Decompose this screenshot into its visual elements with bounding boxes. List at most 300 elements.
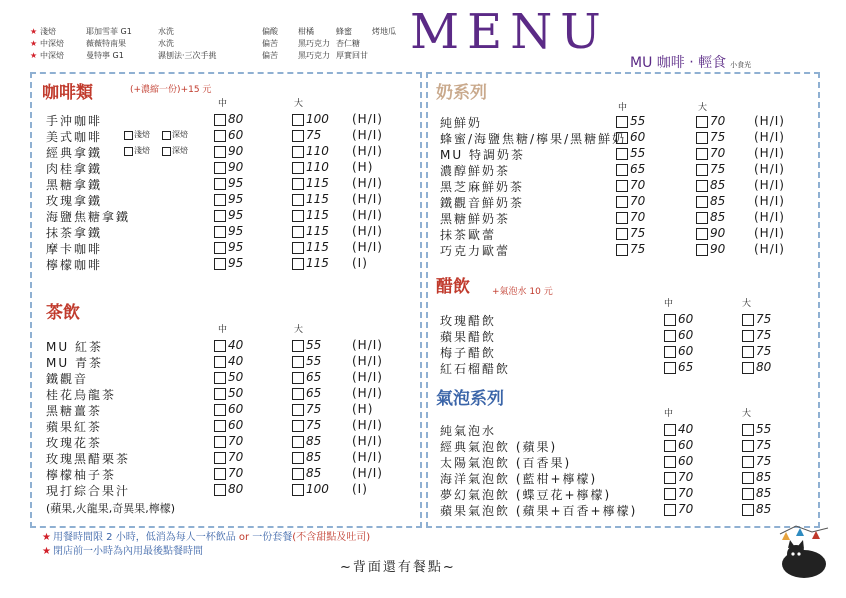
tea-item-name: 玫瑰花茶	[46, 436, 103, 450]
roast-light-checkbox[interactable]	[124, 147, 133, 156]
coffee-item-medium-price: 95	[228, 208, 244, 222]
milk-item-medium-price: 60	[630, 130, 646, 144]
milk-item-temp: (H/I)	[754, 162, 785, 176]
coffee-item-large-price: 115	[306, 192, 329, 206]
milk-item-medium-checkbox[interactable]	[616, 228, 628, 240]
coffee-item-medium-price: 95	[228, 224, 244, 238]
roast-deep-checkbox[interactable]	[162, 131, 171, 140]
sparkling-item-medium-checkbox[interactable]	[664, 472, 676, 484]
sparkling-item-name: 蘋果氣泡飲 (蘋果+百香+檸檬)	[440, 504, 638, 518]
coffee-item-medium-checkbox[interactable]	[214, 258, 226, 270]
bean-name: 曼特寧 G1	[86, 51, 124, 60]
coffee-item-large-price: 115	[306, 240, 329, 254]
tea-item-medium-checkbox[interactable]	[214, 388, 226, 400]
bean-flavor-row	[262, 26, 412, 38]
coffee-item-medium-price: 90	[228, 160, 244, 174]
coffee-item	[46, 208, 426, 224]
vinegar-item-name: 蘋果醋飲	[440, 330, 497, 344]
milk-item	[440, 194, 820, 210]
vinegar-item-medium-checkbox[interactable]	[664, 346, 676, 358]
tea-item-medium-checkbox[interactable]	[214, 372, 226, 384]
tea-item-large-checkbox[interactable]	[292, 388, 304, 400]
milk-item-temp: (H/I)	[754, 242, 785, 256]
tea-item-temp: (H/I)	[352, 466, 383, 480]
tea-item-large-checkbox[interactable]	[292, 484, 304, 496]
coffee-item-name: 抹茶拿鐵	[46, 226, 103, 240]
flavor-note: 黑巧克力	[298, 39, 330, 48]
tea-item-medium-price: 80	[228, 482, 244, 496]
milk-item-name: 鐵觀音鮮奶茶	[440, 196, 525, 210]
milk-item-medium-checkbox[interactable]	[616, 212, 628, 224]
tea-item	[46, 370, 426, 386]
vinegar-item-large-price: 75	[756, 312, 772, 326]
coffee-item-name: 手沖咖啡	[46, 114, 103, 128]
coffee-item-temp: (H/I)	[352, 112, 383, 126]
milk-item-name: 巧克力歐蕾	[440, 244, 511, 258]
tea-item-medium-checkbox[interactable]	[214, 340, 226, 352]
sparkling-item-large-checkbox[interactable]	[742, 472, 754, 484]
tea-item-medium-checkbox[interactable]	[214, 404, 226, 416]
bean-flavor-row	[262, 38, 412, 50]
tea-item-name: 蘋果紅茶	[46, 420, 103, 434]
milk-item-large-price: 85	[710, 194, 726, 208]
milk-item-medium-price: 70	[630, 210, 646, 224]
tea-item-medium-checkbox[interactable]	[214, 436, 226, 448]
tea-item-name: MU 紅茶	[46, 340, 103, 354]
coffee-section-note: (+濃縮一份)+15 元	[130, 85, 212, 95]
tea-item-large-price: 85	[306, 434, 322, 448]
milk-item-medium-checkbox[interactable]	[616, 196, 628, 208]
tea-item	[46, 386, 426, 402]
tea-item-large-price: 65	[306, 386, 322, 400]
tea-item-medium-price: 70	[228, 434, 244, 448]
coffee-item-large-checkbox[interactable]	[292, 178, 304, 190]
tea-item	[46, 450, 426, 466]
vinegar-item-large-price: 75	[756, 344, 772, 358]
coffee-item-large-checkbox[interactable]	[292, 146, 304, 158]
sparkling-item-medium-price: 70	[678, 486, 694, 500]
star-mark: ★	[30, 51, 38, 60]
coffee-item-large-price: 115	[306, 176, 329, 190]
coffee-header-large: 大	[294, 99, 304, 109]
coffee-item-temp: (H)	[352, 160, 374, 174]
milk-item-name: 抹茶歐蕾	[440, 228, 497, 242]
tea-item-large-price: 75	[306, 418, 322, 432]
coffee-item	[46, 240, 426, 256]
tea-header-large: 大	[294, 325, 304, 335]
vinegar-item-medium-price: 60	[678, 312, 694, 326]
coffee-item-large-checkbox[interactable]	[292, 162, 304, 174]
milk-item-large-checkbox[interactable]	[696, 116, 708, 128]
coffee-item-large-checkbox[interactable]	[292, 258, 304, 270]
vinegar-item-name: 紅石榴醋飲	[440, 362, 511, 376]
coffee-item-medium-price: 90	[228, 144, 244, 158]
tea-item-name: MU 青茶	[46, 356, 103, 370]
vinegar-item-large-checkbox[interactable]	[742, 362, 754, 374]
coffee-item-large-price: 115	[306, 224, 329, 238]
flavor-note: 蜂蜜	[336, 27, 352, 36]
coffee-item-medium-checkbox[interactable]	[214, 226, 226, 238]
sparkling-item-name: 海洋氣泡飲 (藍柑+檸檬)	[440, 472, 598, 486]
tea-item-name: 桂花烏龍茶	[46, 388, 117, 402]
milk-item-temp: (H/I)	[754, 194, 785, 208]
milk-item-large-checkbox[interactable]	[696, 196, 708, 208]
coffee-item	[46, 224, 426, 240]
coffee-item-name: 玫瑰拿鐵	[46, 194, 103, 208]
coffee-item-large-price: 110	[306, 144, 329, 158]
star-mark: ★	[30, 27, 38, 36]
tea-item-temp: (H/I)	[352, 338, 383, 352]
sparkling-item-name: 夢幻氣泡飲 (蝶豆花+檸檬)	[440, 488, 612, 502]
coffee-item	[46, 144, 426, 160]
coffee-item-large-price: 115	[306, 208, 329, 222]
tea-item-name: 玫瑰黑醋栗茶	[46, 452, 131, 466]
coffee-item	[46, 256, 426, 272]
milk-item-large-checkbox[interactable]	[696, 164, 708, 176]
milk-section-title: 奶系列	[436, 83, 487, 103]
bean-flavor-row	[262, 50, 412, 62]
sparkling-item-medium-checkbox[interactable]	[664, 456, 676, 468]
sparkling-item-medium-checkbox[interactable]	[664, 440, 676, 452]
vinegar-item-medium-checkbox[interactable]	[664, 362, 676, 374]
coffee-item-name: 經典拿鐵	[46, 146, 103, 160]
tea-item-medium-price: 40	[228, 354, 244, 368]
coffee-item	[46, 176, 426, 192]
tea-item-large-price: 55	[306, 338, 322, 352]
sparkling-item-large-price: 75	[756, 438, 772, 452]
milk-item-medium-checkbox[interactable]	[616, 148, 628, 160]
vinegar-item-large-checkbox[interactable]	[742, 346, 754, 358]
tea-item-large-checkbox[interactable]	[292, 372, 304, 384]
milk-item-medium-checkbox[interactable]	[616, 116, 628, 128]
milk-item-medium-checkbox[interactable]	[616, 244, 628, 256]
last-order-note: ★ 閉店前一小時為內用最後點餐時間	[42, 546, 203, 557]
tea-item-medium-price: 60	[228, 418, 244, 432]
process-method: 濕刨法‧三次手挑	[158, 51, 217, 60]
coffee-section-title: 咖啡類	[42, 83, 93, 103]
milk-item-medium-checkbox[interactable]	[616, 132, 628, 144]
vinegar-item	[440, 360, 820, 376]
tea-item-temp: (H/I)	[352, 450, 383, 464]
tea-item-large-checkbox[interactable]	[292, 468, 304, 480]
sparkling-item-large-price: 85	[756, 502, 772, 516]
coffee-item-large-price: 115	[306, 256, 329, 270]
tea-item-large-price: 55	[306, 354, 322, 368]
sparkling-item-name: 太陽氣泡飲 (百香果)	[440, 456, 572, 470]
menu-title: MENU	[410, 4, 609, 60]
tea-item-medium-checkbox[interactable]	[214, 452, 226, 464]
coffee-item-medium-price: 95	[228, 192, 244, 206]
milk-item-large-price: 70	[710, 146, 726, 160]
coffee-item-medium-checkbox[interactable]	[214, 178, 226, 190]
tea-item-large-checkbox[interactable]	[292, 452, 304, 464]
flavor-note: 杏仁糖	[336, 39, 360, 48]
milk-item-name: 濃醇鮮奶茶	[440, 164, 511, 178]
tea-item-medium-checkbox[interactable]	[214, 468, 226, 480]
coffee-item-name: 摩卡咖啡	[46, 242, 103, 256]
coffee-item-name: 美式咖啡	[46, 130, 103, 144]
vinegar-item-large-price: 75	[756, 328, 772, 342]
milk-item-large-checkbox[interactable]	[696, 180, 708, 192]
roast-light-checkbox[interactable]	[124, 131, 133, 140]
milk-item-large-price: 70	[710, 114, 726, 128]
milk-item-name: 黑糖鮮奶茶	[440, 212, 511, 226]
milk-item	[440, 210, 820, 226]
tea-item-temp: (H/I)	[352, 434, 383, 448]
milk-item-large-price: 85	[710, 210, 726, 224]
milk-item-temp: (H/I)	[754, 146, 785, 160]
flavor-note: 厚實回甘	[336, 51, 368, 60]
coffee-item-temp: (H/I)	[352, 192, 383, 206]
coffee-item-temp: (I)	[352, 256, 368, 270]
tea-item-temp: (H/I)	[352, 386, 383, 400]
coffee-item	[46, 160, 426, 176]
sparkling-item-large-checkbox[interactable]	[742, 440, 754, 452]
roast-level: 中深焙	[40, 39, 64, 48]
coffee-item	[46, 192, 426, 208]
sparkling-item-medium-checkbox[interactable]	[664, 488, 676, 500]
vinegar-item-medium-checkbox[interactable]	[664, 314, 676, 326]
tea-header-medium: 中	[218, 325, 228, 335]
cat-illustration-icon	[776, 524, 832, 580]
sparkling-header-large: 大	[742, 409, 752, 419]
dining-rules-note: ★ 用餐時間限 2 小時，低消為每人一杯飲品 or 一份套餐(不含甜點及吐司)	[42, 532, 371, 543]
milk-item-large-price: 75	[710, 130, 726, 144]
flavor-note: 偏苦	[262, 39, 278, 48]
star-mark: ★	[30, 39, 38, 48]
vinegar-item	[440, 344, 820, 360]
tea-item-temp: (H/I)	[352, 370, 383, 384]
sparkling-item-medium-price: 70	[678, 470, 694, 484]
milk-item-temp: (H/I)	[754, 210, 785, 224]
coffee-item-large-checkbox[interactable]	[292, 226, 304, 238]
tea-item-medium-price: 50	[228, 386, 244, 400]
coffee-item-large-checkbox[interactable]	[292, 114, 304, 126]
vinegar-header-medium: 中	[664, 299, 674, 309]
back-page-note: ~背面還有餐點~	[340, 560, 456, 575]
sparkling-item-medium-price: 60	[678, 454, 694, 468]
vinegar-item-large-checkbox[interactable]	[742, 330, 754, 342]
tea-item-name: 黑糖薑茶	[46, 404, 103, 418]
milk-item	[440, 226, 820, 242]
vinegar-section-title: 醋飲	[436, 277, 470, 297]
milk-item-medium-price: 55	[630, 114, 646, 128]
coffee-item-medium-price: 95	[228, 176, 244, 190]
sparkling-item-large-checkbox[interactable]	[742, 488, 754, 500]
sparkling-item-name: 經典氣泡飲 (蘋果)	[440, 440, 558, 454]
sparkling-item-large-checkbox[interactable]	[742, 424, 754, 436]
tea-item-medium-price: 40	[228, 338, 244, 352]
milk-item-large-checkbox[interactable]	[696, 148, 708, 160]
vinegar-section-note: +氣泡水 10 元	[492, 287, 553, 297]
tea-item-large-checkbox[interactable]	[292, 356, 304, 368]
tea-item	[46, 338, 426, 354]
tea-item	[46, 466, 426, 482]
tea-item-medium-price: 70	[228, 466, 244, 480]
bean-name: 耶加雪菲 G1	[86, 27, 132, 36]
tea-section-title: 茶飲	[46, 303, 80, 323]
tea-item-medium-checkbox[interactable]	[214, 484, 226, 496]
coffee-item-temp: (H/I)	[352, 176, 383, 190]
roast-level: 淺焙	[40, 27, 56, 36]
coffee-item-medium-price: 95	[228, 240, 244, 254]
sparkling-item-medium-price: 70	[678, 502, 694, 516]
vinegar-item-name: 梅子醋飲	[440, 346, 497, 360]
tea-item-temp: (I)	[352, 482, 368, 496]
tea-item-medium-price: 60	[228, 402, 244, 416]
coffee-item-large-checkbox[interactable]	[292, 130, 304, 142]
milk-item	[440, 242, 820, 258]
roast-deep-label: 深焙	[172, 130, 188, 139]
coffee-item	[46, 112, 426, 128]
vinegar-item-large-checkbox[interactable]	[742, 314, 754, 326]
coffee-item-temp: (H/I)	[352, 144, 383, 158]
milk-item-medium-price: 75	[630, 226, 646, 240]
coffee-item-name: 海鹽焦糖拿鐵	[46, 210, 131, 224]
tea-item-large-checkbox[interactable]	[292, 404, 304, 416]
tea-item-large-price: 75	[306, 402, 322, 416]
tea-item-medium-price: 50	[228, 370, 244, 384]
flavor-note: 偏苦	[262, 51, 278, 60]
milk-item-name: 黑芝麻鮮奶茶	[440, 180, 525, 194]
sparkling-item	[440, 470, 820, 486]
tea-item-large-checkbox[interactable]	[292, 340, 304, 352]
process-method: 水洗	[158, 27, 174, 36]
sparkling-item-medium-checkbox[interactable]	[664, 424, 676, 436]
sparkling-section-title: 氣泡系列	[436, 389, 504, 409]
sparkling-item	[440, 502, 820, 518]
flavor-note: 柑橘	[298, 27, 314, 36]
vinegar-item	[440, 312, 820, 328]
coffee-item-large-price: 100	[306, 112, 329, 126]
milk-item	[440, 162, 820, 178]
sparkling-item-medium-price: 60	[678, 438, 694, 452]
coffee-item-temp: (H/I)	[352, 240, 383, 254]
bean-name: 薇薇特南果	[86, 39, 126, 48]
coffee-item-medium-checkbox[interactable]	[214, 210, 226, 222]
coffee-item-medium-checkbox[interactable]	[214, 242, 226, 254]
tea-item-medium-checkbox[interactable]	[214, 420, 226, 432]
milk-item-medium-price: 65	[630, 162, 646, 176]
shop-tagline: 小食光	[730, 61, 752, 69]
coffee-item-large-checkbox[interactable]	[292, 242, 304, 254]
roast-level: 中深焙	[40, 51, 64, 60]
sparkling-item-medium-checkbox[interactable]	[664, 504, 676, 516]
coffee-item-large-checkbox[interactable]	[292, 194, 304, 206]
milk-item-name: 純鮮奶	[440, 116, 483, 130]
coffee-header-medium: 中	[218, 99, 228, 109]
tea-item	[46, 354, 426, 370]
menu-subtitle	[630, 52, 751, 72]
sparkling-item	[440, 438, 820, 454]
tea-item	[46, 482, 426, 498]
coffee-item-medium-price: 95	[228, 256, 244, 270]
tea-item-name: 現打綜合果汁	[46, 484, 131, 498]
sparkling-header-medium: 中	[664, 409, 674, 419]
sparkling-item-large-price: 85	[756, 486, 772, 500]
tea-item-large-checkbox[interactable]	[292, 436, 304, 448]
coffee-item-medium-checkbox[interactable]	[214, 194, 226, 206]
flavor-note: 偏酸	[262, 27, 278, 36]
sparkling-item-large-checkbox[interactable]	[742, 504, 754, 516]
milk-item	[440, 130, 820, 146]
coffee-item-medium-checkbox[interactable]	[214, 130, 226, 142]
coffee-item-medium-price: 80	[228, 112, 244, 126]
roast-deep-checkbox[interactable]	[162, 147, 171, 156]
sparkling-item	[440, 422, 820, 438]
coffee-item-medium-checkbox[interactable]	[214, 146, 226, 158]
vinegar-item-name: 玫瑰醋飲	[440, 314, 497, 328]
tea-item	[46, 418, 426, 434]
tea-item-name: 檸檬柚子茶	[46, 468, 117, 482]
tea-item-name: 鐵觀音	[46, 372, 89, 386]
coffee-item-name: 檸檬咖啡	[46, 258, 103, 272]
vinegar-item-large-price: 80	[756, 360, 772, 374]
coffee-item-medium-checkbox[interactable]	[214, 162, 226, 174]
tea-item-medium-checkbox[interactable]	[214, 356, 226, 368]
coffee-item-medium-checkbox[interactable]	[214, 114, 226, 126]
coffee-item-large-checkbox[interactable]	[292, 210, 304, 222]
coffee-item-name: 肉桂拿鐵	[46, 162, 103, 176]
milk-item-large-checkbox[interactable]	[696, 132, 708, 144]
vinegar-item	[440, 328, 820, 344]
tea-item-large-checkbox[interactable]	[292, 420, 304, 432]
shop-name: MU 咖啡 ‧ 輕食	[630, 55, 727, 71]
milk-item-temp: (H/I)	[754, 226, 785, 240]
flavor-note: 烤地瓜	[372, 27, 396, 36]
milk-item-temp: (H/I)	[754, 178, 785, 192]
milk-item-large-checkbox[interactable]	[696, 244, 708, 256]
coffee-item-temp: (H/I)	[352, 208, 383, 222]
tea-item-medium-price: 70	[228, 450, 244, 464]
sparkling-item-large-price: 75	[756, 454, 772, 468]
vinegar-item-medium-price: 60	[678, 344, 694, 358]
coffee-item-medium-price: 60	[228, 128, 244, 142]
milk-item	[440, 114, 820, 130]
sparkling-item-large-checkbox[interactable]	[742, 456, 754, 468]
tea-item-temp: (H)	[352, 402, 374, 416]
sparkling-item-large-price: 85	[756, 470, 772, 484]
tea-item-temp: (H/I)	[352, 354, 383, 368]
vinegar-header-large: 大	[742, 299, 752, 309]
milk-item-large-checkbox[interactable]	[696, 228, 708, 240]
milk-item-medium-checkbox[interactable]	[616, 180, 628, 192]
milk-item-name: MU 特調奶茶	[440, 148, 525, 162]
milk-item-medium-checkbox[interactable]	[616, 164, 628, 176]
milk-item-large-price: 90	[710, 242, 726, 256]
vinegar-item-medium-checkbox[interactable]	[664, 330, 676, 342]
sparkling-item-medium-price: 40	[678, 422, 694, 436]
tea-item	[46, 402, 426, 418]
milk-item-large-checkbox[interactable]	[696, 212, 708, 224]
coffee-item-temp: (H/I)	[352, 128, 383, 142]
milk-item-large-price: 75	[710, 162, 726, 176]
tea-item-large-price: 85	[306, 466, 322, 480]
milk-item-medium-price: 70	[630, 194, 646, 208]
milk-item-medium-price: 70	[630, 178, 646, 192]
milk-item-name: 蜂蜜/海鹽焦糖/檸果/黑糖鮮奶	[440, 132, 627, 146]
milk-header-medium: 中	[618, 103, 628, 113]
roast-deep-label: 深焙	[172, 146, 188, 155]
vinegar-item-medium-price: 65	[678, 360, 694, 374]
milk-header-large: 大	[698, 103, 708, 113]
milk-item	[440, 178, 820, 194]
coffee-item-large-price: 110	[306, 160, 329, 174]
milk-item-medium-price: 75	[630, 242, 646, 256]
milk-item-large-price: 90	[710, 226, 726, 240]
milk-item-medium-price: 55	[630, 146, 646, 160]
coffee-item-name: 黑糖拿鐵	[46, 178, 103, 192]
